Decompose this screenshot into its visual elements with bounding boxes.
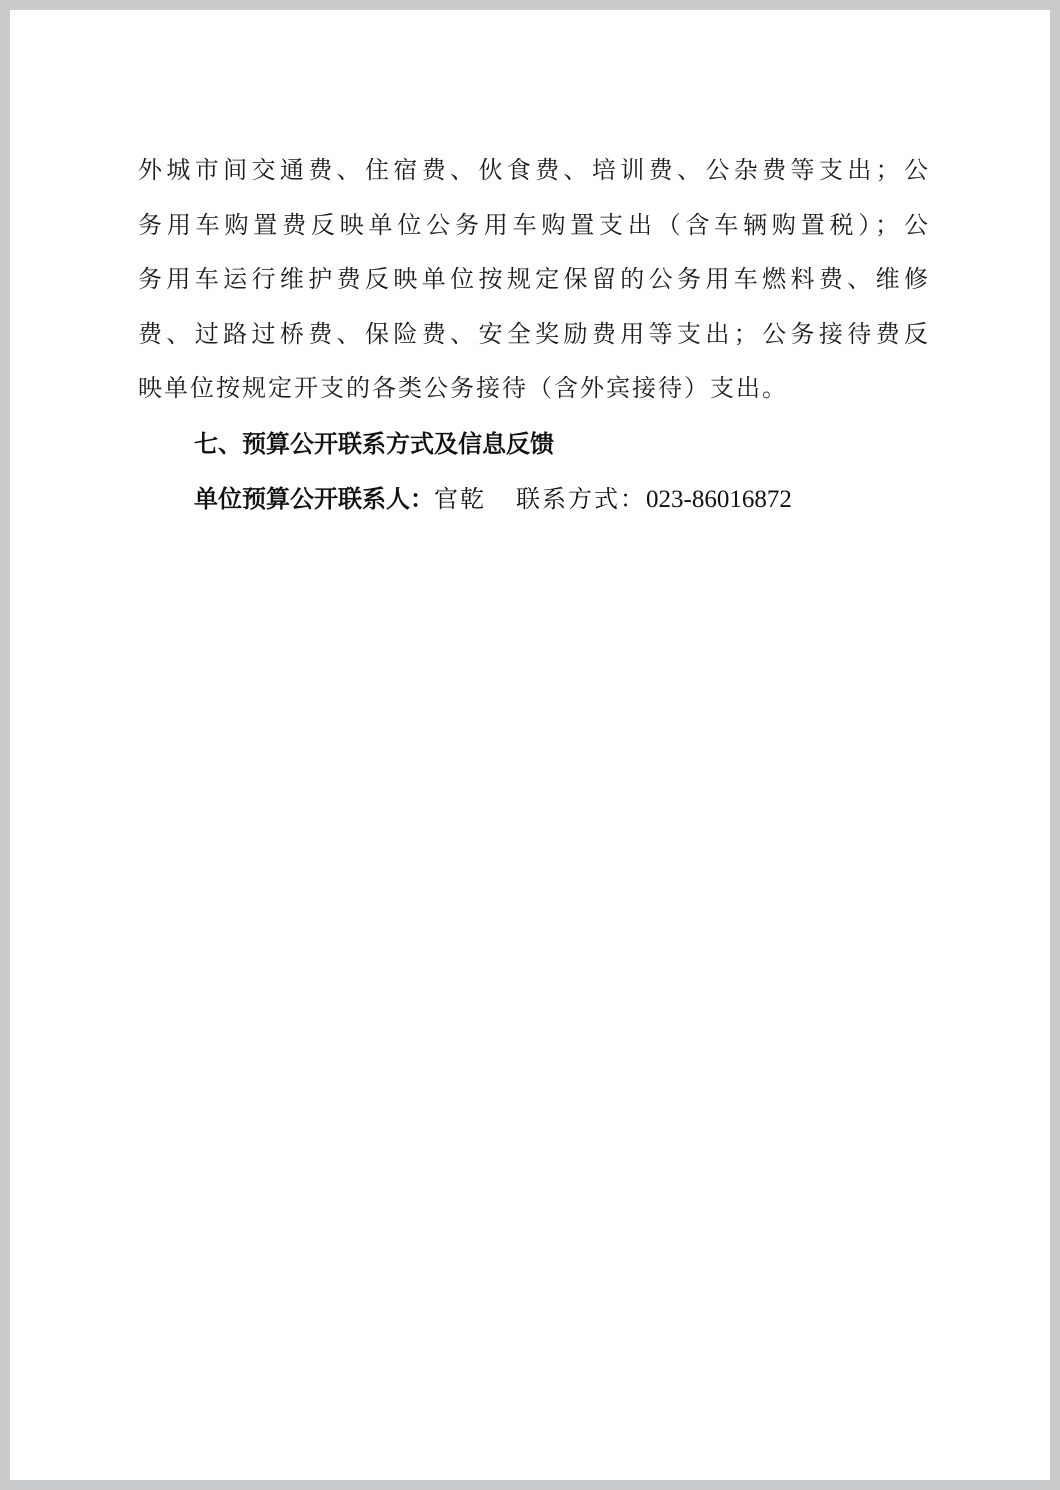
paragraph-line: 务用车运行维护费反映单位按规定保留的公务用车燃料费、维修 <box>138 265 930 293</box>
contact-person-name: 官乾 <box>434 485 486 513</box>
paragraph-line: 费、过路过桥费、保险费、安全奖励费用等支出；公务接待费反 <box>138 319 930 348</box>
paragraph-expense-definitions <box>138 152 930 425</box>
contact-method-label: 联系方式： <box>516 485 646 513</box>
paragraph-line: 务用车购置费反映单位公务用车购置支出（含车辆购置税）；公 <box>138 210 930 239</box>
paragraph-line: 映单位按规定开支的各类公务接待（含外宾接待）支出。 <box>138 374 788 402</box>
contact-line <box>194 481 792 517</box>
section-heading: 七、预算公开联系方式及信息反馈 <box>194 430 554 458</box>
contact-phone: 023-86016872 <box>646 486 792 513</box>
paragraph-line: 外城市间交通费、住宿费、伙食费、培训费、公杂费等支出；公 <box>138 156 930 184</box>
document-page <box>10 10 1050 1480</box>
contact-person-label: 单位预算公开联系人： <box>194 485 434 513</box>
